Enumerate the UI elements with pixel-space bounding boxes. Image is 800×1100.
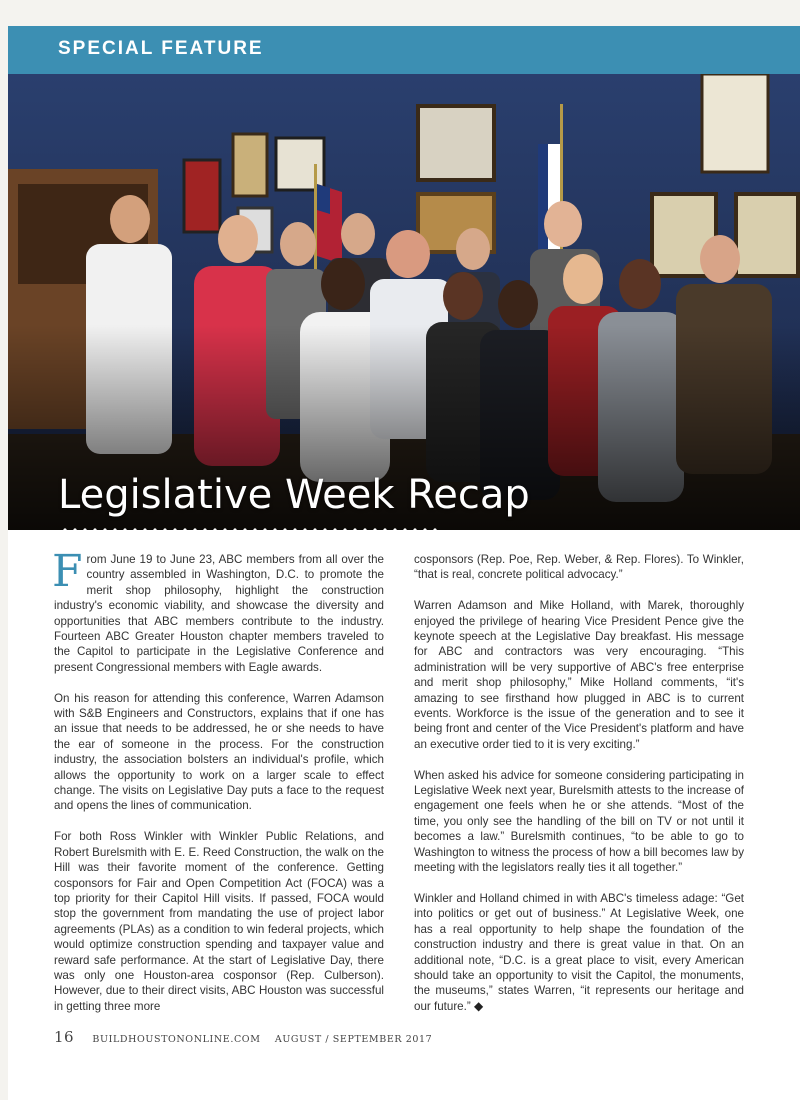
paragraph: On his reason for attending this conference, Warren Adamson with S&B Engineers and Constructors, explains that if one has an issue that needs to be addressed, he or she needs to have the ear of someone in the process. For the construction industry, the association bolsters an individual's profile, which allows the opportunity to work on a larger scale to effect change. The visits on Legislative Day puts a face to the request and opens the lines of communication. (54, 691, 384, 813)
group-photo-illustration (8, 74, 800, 530)
group-photo (8, 74, 800, 530)
section-banner (8, 26, 800, 74)
end-mark-icon: ◆ (473, 998, 484, 1013)
paragraph-text: rom June 19 to June 23, ABC members from all over the country assembled in Washington, D.C. to promote the merit shop philosophy, highlight the construction industry's economic viability, and showcase the diversity and opportunities that ABC members contribute to the industry. Fourteen ABC Greater Houston chapter members traveled to the Capitol to participate in the Legislative Conference and present Congressional members with Eagle awards. (54, 553, 384, 674)
magazine-page (8, 26, 800, 1100)
paragraph: cosponsors (Rep. Poe, Rep. Weber, & Rep. Flores). To Winkler, “that is real, concrete political advocacy.” (414, 553, 744, 582)
paragraph (414, 891, 744, 1014)
paragraph: When asked his advice for someone considering participating in Legislative Week next year, Burelsmith attests to the increase of engagement one feels when he or she attends. “Most of the time, you only see the handling of the bill on TV or not until it becomes a law.” Burelsmith continues, “to be able to go to Washington to witness the process of how a bill becomes law by meeting with the legislators really ties it all together.” (414, 768, 744, 875)
paragraph (52, 546, 384, 675)
article-column-left (52, 546, 384, 1030)
footer-issue-date: AUGUST / SEPTEMBER 2017 (274, 1034, 433, 1045)
paragraph: Warren Adamson and Mike Holland, with Marek, thoroughly enjoyed the privilege of hearing Vice President Pence give the keynote speech at the Legislative Day breakfast. His message for ABC and contractors was very encouraging. “This administration will be very supportive of ABC's free enterprise and merit shop philosophy,” Mike Holland comments, “it's amazing to see firsthand how plugged in ABC is to current events. Workforce is the issue of the generation and to see it being front and center of the Vice President's platform and have an executive order tied to it is very exciting.” (414, 599, 744, 751)
article-headline: Legislative Week Recap (58, 472, 530, 518)
page-footer (54, 1028, 442, 1046)
paragraph-text: Winkler and Holland chimed in with ABC's timeless adage: “Get into politics or get out of business.” At Legislative Week, one has a real opportunity to help shape the foundation of the construction industry and there is great value in that. On an additional note, “D.C. is a great place to visit, every American should take an opportunity to visit the Capitol, the monuments, the museums,” states Warren, “it represents our heritage and our future.” (414, 891, 744, 1013)
paragraph: For both Ross Winkler with Winkler Public Relations, and Robert Burelsmith with E. E. Reed Construction, the walk on the Hill was their favorite moment of the conference. Getting cosponsors for Fair and Open Competition Act (FOCA) was a top priority for their Capitol Hill visits. If passed, FOCA would stop the government from mandating the use of project labor agreements (PLAs) as a condition to win federal projects, which would optimize construction spending and taxpayer value and reward safe performance. At the start of Legislative Day, there was only one Houston-area cosponsor (Rep. Culberson). However, due to their direct visits, ABC Houston was successful in getting three more (54, 830, 384, 1013)
footer-website: BUILDHOUSTONONLINE.COM (92, 1034, 261, 1045)
dotted-divider (60, 527, 440, 530)
page-number: 16 (54, 1028, 75, 1046)
article-column-right (414, 552, 744, 1030)
section-label: SPECIAL FEATURE (58, 38, 264, 59)
drop-cap: F (52, 546, 83, 597)
